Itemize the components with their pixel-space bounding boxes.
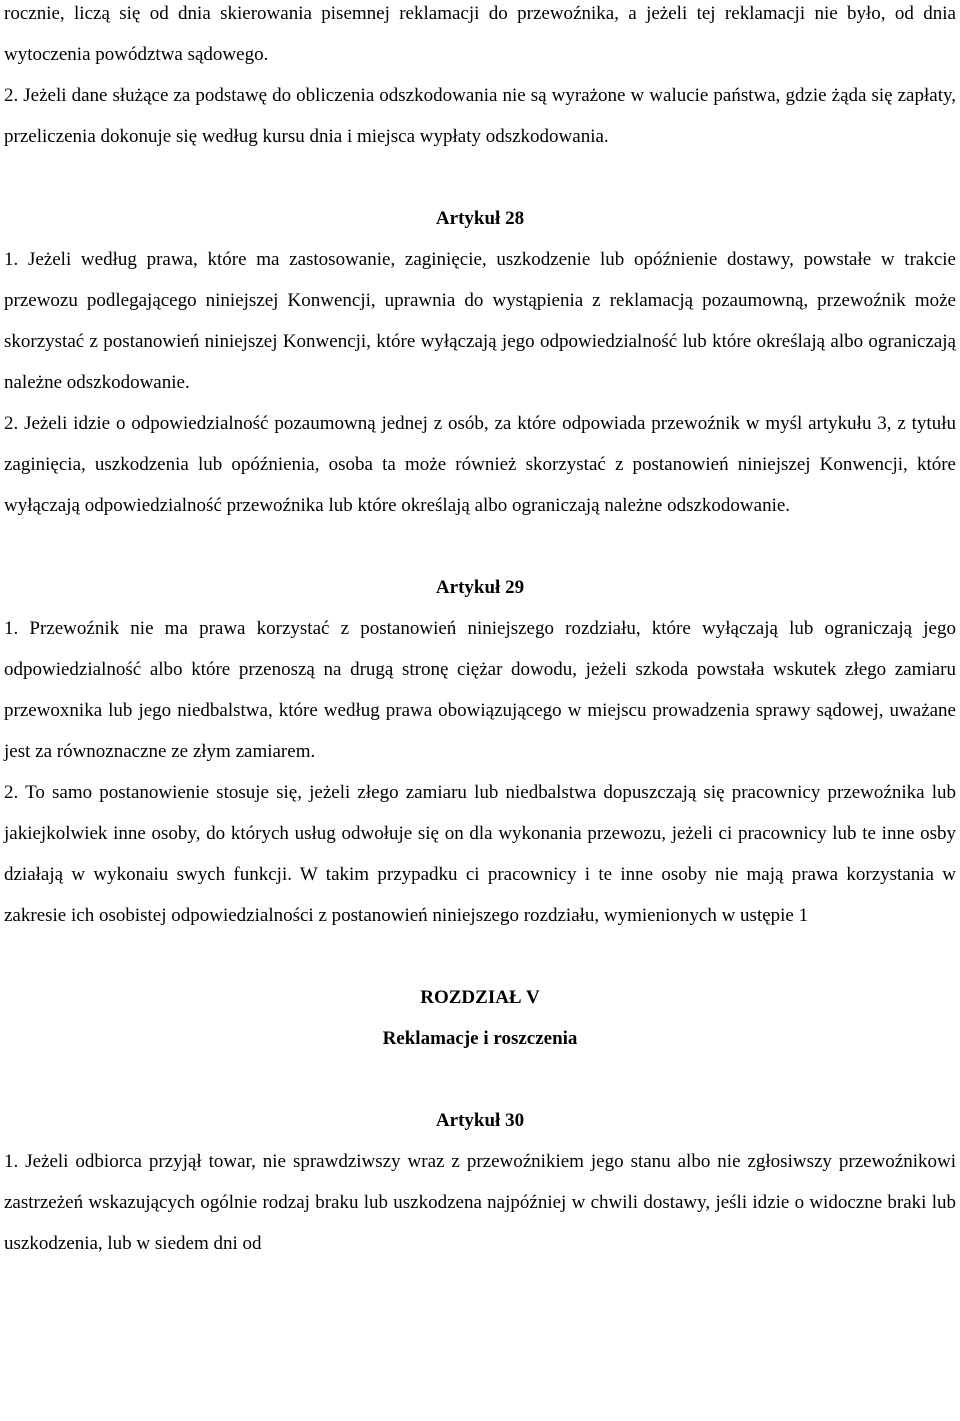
article-28-paragraph-2: 2. Jeżeli idzie o odpowiedzialność pozaumowną jednej z osób, za które odpowiada przewoźnik w myśl artykułu 3, z tytułu zaginięcia, uszkodzenia lub opóźnienia, osoba ta może również skorzystać z postanowień niniejszej Konwencji, które wyłączają odpowiedzialność przewoźnika lub które określają albo ograniczają należne odszkodowanie. bbox=[4, 413, 956, 516]
article-29-paragraph-1: 1. Przewoźnik nie ma prawa korzystać z postanowień niniejszego rozdziału, które wyłączają lub ograniczają jego odpowiedzialność albo które przenoszą na drugą stronę ciężar dowodu, jeżeli szkoda powstała wskutek złego zamiaru przewoxnika lub jego niedbalstwa, które według prawa obowiązującego w miejscu prowadzenia sprawy sądowej, uważane jest za równoznaczne ze złym zamiarem. bbox=[4, 618, 956, 762]
article-28-paragraph-1: 1. Jeżeli według prawa, które ma zastosowanie, zaginięcie, uszkodzenie lub opóźnienie dostawy, powstałe w trakcie przewozu podlegającego niniejszej Konwencji, uprawnia do wystąpienia z reklamacją pozaumowną, przewoźnik może skorzystać z postanowień niniejszej Konwencji, które wyłączają jego odpowiedzialność lub które określają albo ograniczają należne odszkodowanie. bbox=[4, 249, 956, 393]
article-30-heading: Artykuł 30 bbox=[435, 1110, 525, 1131]
chapter-heading: ROZDZIAŁ V bbox=[420, 987, 540, 1008]
spacer bbox=[4, 936, 956, 977]
spacer bbox=[4, 526, 956, 567]
article-29-paragraph-2: 2. To samo postanowienie stosuje się, jeżeli złego zamiaru lub niedbalstwa dopuszczają się pracownicy przewoźnika lub jakiejkolwiek inne osoby, do których usług odwołuje się on dla wykonania przewozu, jeżeli ci pracownicy lub te inne osby działają w wykonaiu swych funkcji. W takim przypadku ci pracownicy i te inne osoby nie mają prawa korzystania w zakresie ich osobistej odpowiedzialności z postanowień niniejszego rozdziału, wymienionych w ustępie 1 bbox=[4, 782, 956, 926]
chapter-title: Reklamacje i roszczenia bbox=[382, 1028, 578, 1049]
paragraph-2: 2. Jeżeli dane służące za podstawę do obliczenia odszkodowania nie są wyrażone w walucie państwa, gdzie żąda się zapłaty, przeliczenia dokonuje się według kursu dnia i miejsca wypłaty odszkodowania. bbox=[4, 85, 956, 147]
article-30-paragraph-1: 1. Jeżeli odbiorca przyjął towar, nie sprawdziwszy wraz z przewoźnikiem jego stanu albo nie zgłosiwszy przewoźnikowi zastrzeżeń wskazujących ogólnie rodzaj braku lub uszkodzena najpóźniej w chwili dostawy, jeśli idzie o widoczne braki lub uszkodzenia, lub w siedem dni od bbox=[4, 1151, 956, 1254]
spacer bbox=[4, 157, 956, 198]
article-28-heading: Artykuł 28 bbox=[435, 208, 525, 229]
spacer bbox=[4, 1059, 956, 1100]
article-29-heading: Artykuł 29 bbox=[435, 577, 525, 598]
paragraph-continuation: rocznie, liczą się od dnia skierowania pisemnej reklamacji do przewoźnika, a jeżeli tej reklamacji nie było, od dnia wytoczenia powództwa sądowego. bbox=[4, 3, 956, 65]
document-page bbox=[4, 0, 956, 1264]
